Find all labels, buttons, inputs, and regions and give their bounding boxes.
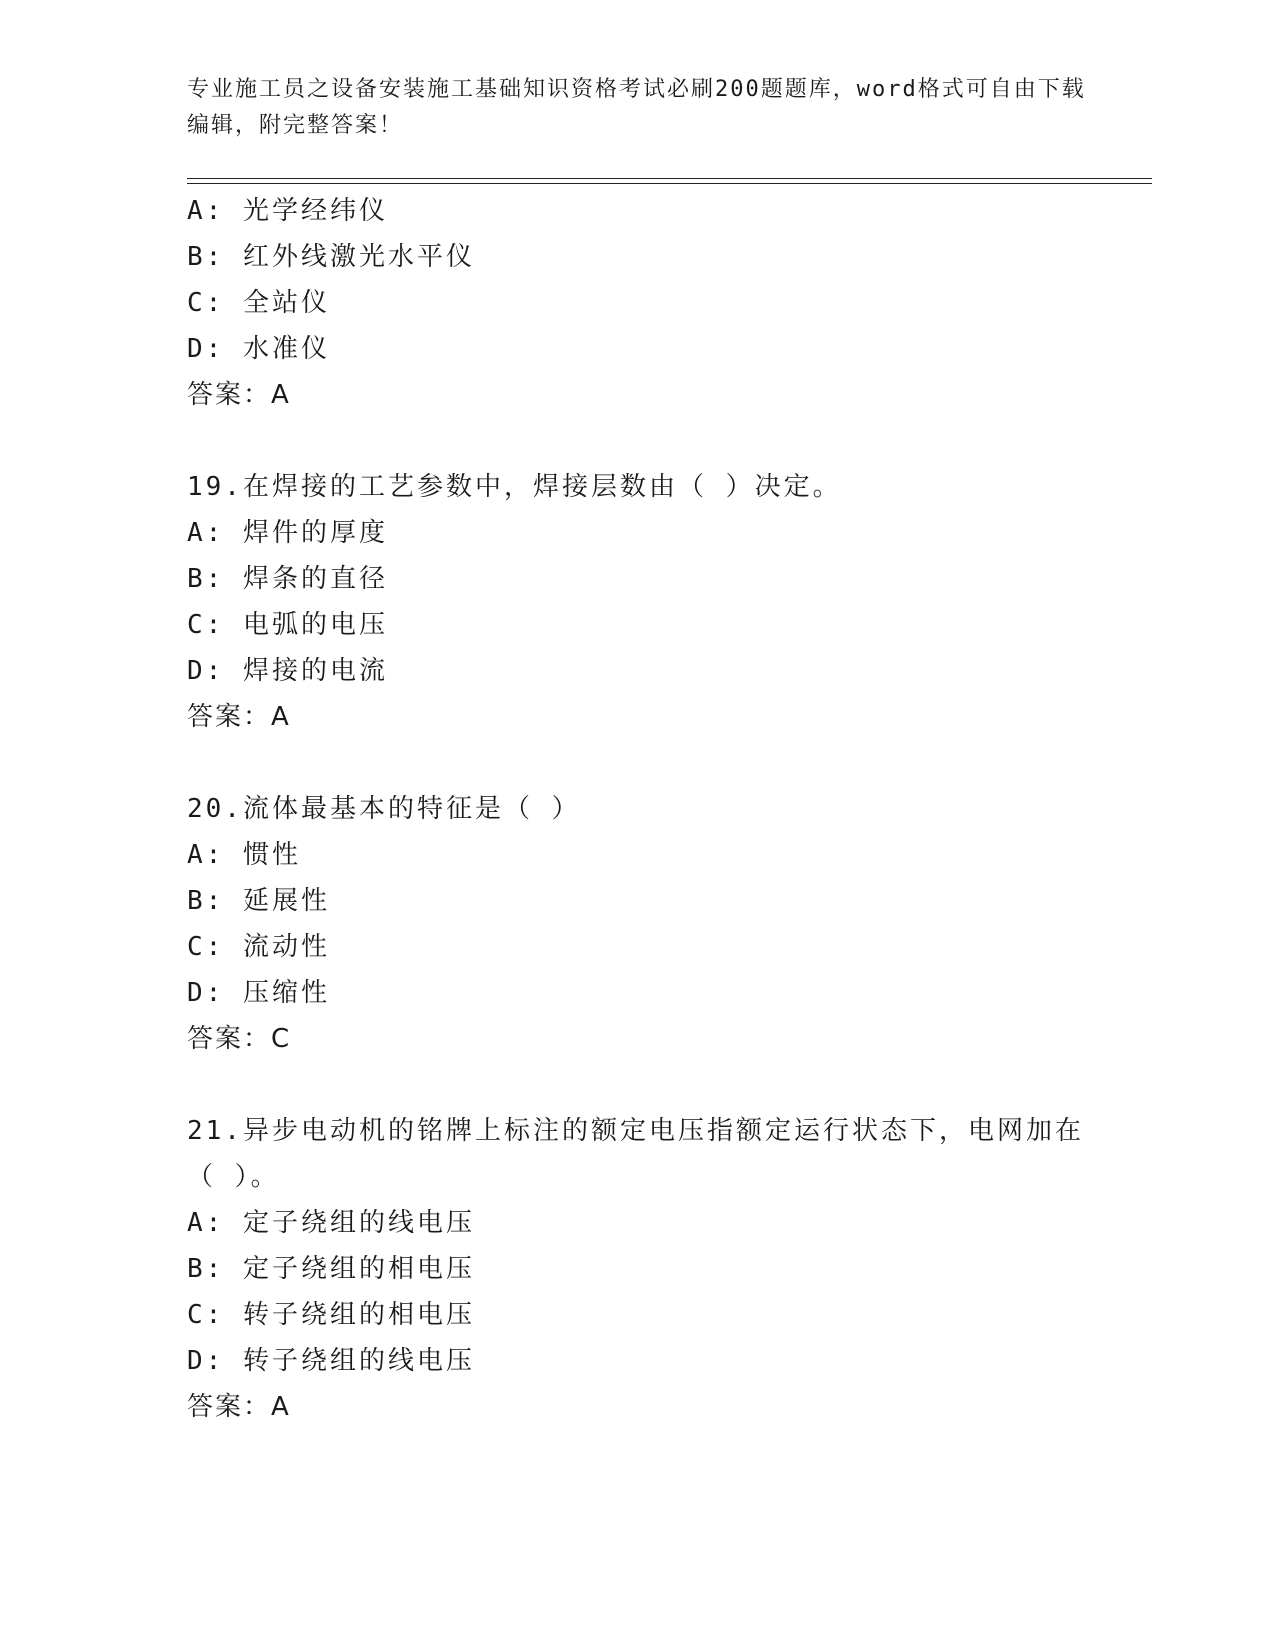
question-block-21 bbox=[187, 1108, 1087, 1430]
question-block-19 bbox=[187, 464, 1087, 740]
option-c: C: 转子绕组的相电压 bbox=[187, 1300, 475, 1330]
spacer bbox=[187, 1062, 1087, 1108]
option-a: A: 光学经纬仪 bbox=[187, 196, 388, 226]
question-text: 19.在焊接的工艺参数中，焊接层数由（ ）决定。 bbox=[187, 472, 842, 502]
header-rule-bottom bbox=[187, 183, 1152, 184]
option-c: C: 电弧的电压 bbox=[187, 610, 388, 640]
option-a: A: 焊件的厚度 bbox=[187, 518, 388, 548]
option-c: C: 流动性 bbox=[187, 932, 330, 962]
spacer bbox=[187, 740, 1087, 786]
option-a: A: 惯性 bbox=[187, 840, 301, 870]
answer-line: 答案：C bbox=[187, 1024, 292, 1054]
option-b: B: 焊条的直径 bbox=[187, 564, 388, 594]
option-b: B: 延展性 bbox=[187, 886, 330, 916]
option-d: D: 转子绕组的线电压 bbox=[187, 1346, 475, 1376]
answer-line: 答案：A bbox=[187, 702, 291, 732]
question-block-18 bbox=[187, 188, 1087, 418]
spacer bbox=[187, 418, 1087, 464]
option-b: B: 红外线激光水平仪 bbox=[187, 242, 475, 272]
option-b: B: 定子绕组的相电压 bbox=[187, 1254, 475, 1284]
option-d: D: 焊接的电流 bbox=[187, 656, 388, 686]
option-a: A: 定子绕组的线电压 bbox=[187, 1208, 475, 1238]
option-d: D: 水准仪 bbox=[187, 334, 330, 364]
question-text: 20.流体最基本的特征是（ ） bbox=[187, 794, 581, 824]
answer-line: 答案：A bbox=[187, 1392, 291, 1422]
option-d: D: 压缩性 bbox=[187, 978, 330, 1008]
question-list bbox=[187, 188, 1087, 1430]
header-rule-top bbox=[187, 178, 1152, 179]
question-block-20 bbox=[187, 786, 1087, 1062]
document-header: 专业施工员之设备安装施工基础知识资格考试必刷200题题库，word格式可自由下载编辑，附完整答案！ bbox=[187, 77, 1086, 138]
option-c: C: 全站仪 bbox=[187, 288, 330, 318]
answer-line: 答案：A bbox=[187, 380, 291, 410]
question-text: 21.异步电动机的铭牌上标注的额定电压指额定运行状态下，电网加在（ ）。 bbox=[187, 1116, 1084, 1192]
